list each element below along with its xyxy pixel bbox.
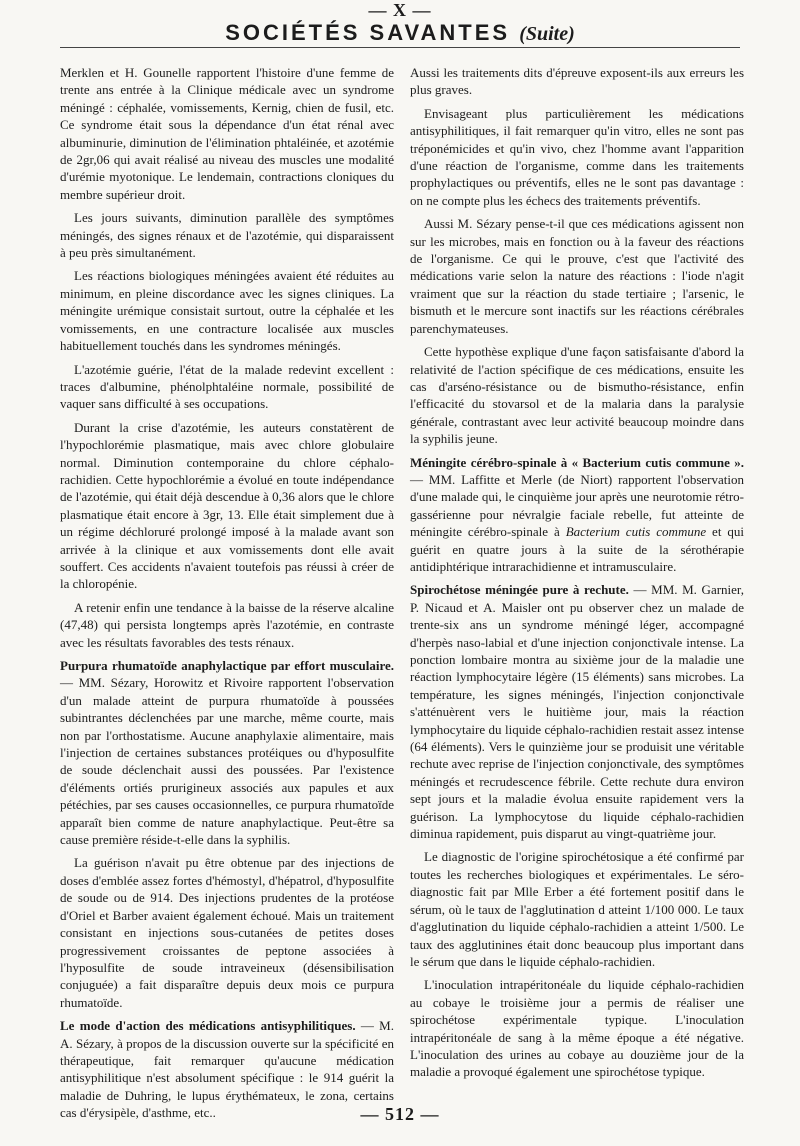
section-title-text: SOCIÉTÉS SAVANTES (225, 20, 511, 45)
article-heading: Spirochétose méningée pure à rechute. (410, 582, 629, 598)
paragraph: Aussi M. Sézary pense-t-il que ces médications agissent non sur les microbes, mais en fonction ou à la faveur des réactions de l'organisme. Ce qui le prouve, c'est que l'activité des médications varie selon la nature des réactions : l'iode n'agit vraiment que sur la réaction du stade tertiaire ; l'arsenic, le bismuth et le mercure sont inactifs sur les réactions cérébrales parenchymateuses. (410, 216, 744, 336)
article-paragraph (410, 581, 744, 842)
article-heading: Le mode d'action des médications antisyphilitiques. (60, 1018, 356, 1034)
paragraph: Le diagnostic de l'origine spirochétosique a été confirmé par toutes les recherches biologiques et expérimentales. Le séro-diagnostic fait par Mlle Erber a été fortement positif dans le sérum, où le taux de l'agglutination d atteint 1/100 000. Le taux d'agglutination du liquide céphalo-rachidien a atteint 1/500. Le taux des agglutinines était donc beaucoup plus important dans le sérum que dans le liquide céphalo-rachidien. (410, 849, 744, 969)
paragraph: La guérison n'avait pu être obtenue par des injections de doses d'emblée assez fortes d'hémostyl, d'hépatrol, d'hyposulfite de soude ou de 914. Des injections prudentes de la protéose d'Oriel et Barber avaient également échoué. Mais un traitement consistant en injections sous-cutanées de petites doses progressivement croissantes de peptone associées à l'hyposulfite de soude intraveineux (désensibilisation conjuguée) a fait disparaître depuis deux mois ce purpura rhumatoïde. (60, 855, 394, 1010)
article-paragraph (410, 454, 744, 576)
section-title-suffix: (Suite) (519, 23, 575, 45)
header-rule (60, 47, 740, 48)
paragraph: Aussi les traitements dits d'épreuve exposent-ils aux erreurs les plus graves. (410, 65, 744, 98)
paragraph: A retenir enfin une tendance à la baisse de la réserve alcaline (47,48) qui persista longtemps après l'azotémie, en contraste avec les résultats favorables des tests rénaux. (60, 599, 394, 650)
article-heading: Méningite cérébro-spinale à « Bacterium cutis commune ». (410, 454, 744, 470)
article-heading: Purpura rhumatoïde anaphylactique par effort musculaire. (60, 658, 394, 673)
article-paragraph (60, 657, 394, 848)
paragraph: Merklen et H. Gounelle rapportent l'histoire d'une femme de trente ans entrée à la Clinique médicale avec un syndrome méningé : céphalée, vomissements, Kernig, chien de fusil, etc. Ce syndrome était sous la dépendance d'un état rénal avec albuminurie, diminution de l'élimination phtaléinée, et azotémie de 2gr,06 qui avait réalisé au niveau des muscles une modalité d'urémie myotonique. Le lendemain, contractions cloniques du membre supérieur droit. (60, 65, 394, 202)
bacterium-name: Bacterium cutis commune (565, 524, 707, 540)
paragraph: Envisageant plus particulièrement les médications antisyphilitiques, il fait remarquer qu'in vitro, elles ne sont pas tréponémicides et qu'in vivo, chez l'homme avant l'apparition d'une réaction de l'organisme, comme dans les traitements prophylactiques ou préventifs, elles ne le sont pas davantage : on ne compte plus les échecs des traitements préventifs. (410, 105, 744, 208)
page-number: — 512 — (360, 1104, 440, 1124)
article-text: — M. A. Sézary, à propos de la discussion ouverte sur la spécificité en thérapeutique, fait remarquer qu'aucune médication antisyphilitique n'est absolument spécifique : le 914 guérit la maladie de Duhring, le lupus érythémateux, le zona, certains cas d'érysipèle, d'asthme, etc.. (60, 1018, 394, 1121)
paragraph: Cette hypothèse explique d'une façon satisfaisante d'abord la relativité de l'action spécifique de ces médications, ensuite les cas d'arséno-résistance ou de bismutho-résistance, enfin l'efficacité du stovarsol et de la malaria dans la paralysie générale, contrastant avec leur activité beaucoup moindre dans la syphilis jeune. (410, 344, 744, 447)
paragraph: L'azotémie guérie, l'état de la malade redevint excellent : traces d'albumine, phénolphtaléine normale, possibilité de vaquer sans difficulté à ses occupations. (60, 361, 394, 412)
article-text: et qui guérit en quatre jours à la suite de la sérothérapie antidiphtérique intrarachidienne et intramusculaire. (410, 524, 744, 574)
paragraph: Durant la crise d'azotémie, les auteurs constatèrent de l'hypochlorémie plasmatique, mais avec chlore globulaire normal. Diminution contemporaine du chlore céphalo-rachidien. Cette hypochlorémie a évolué en toute indépendance de l'azotémie, qui était déjà descendue à 0,36 alors que le chlore plasmatique était encore à 3gr, 13. Elle était simplement due à un régime déchloruré prolongé imposé à la malade avant son arrivée à la clinique et aux vomissements dont elle avait souffert. Ces accidents n'avaient toutefois pas réussi à créer de la chloropénie. (60, 419, 394, 592)
paragraph: L'inoculation intrapéritonéale du liquide céphalo-rachidien au cobaye le troisième jour a permis de réaliser une spirochétose expérimentale typique. L'inoculation intrapéritonéale de sang à la même époque a été négative. L'inoculation des urines au cobaye au douzième jour de la maladie a provoqué également une spirochétose typique. (410, 977, 744, 1080)
article-text: — MM. Sézary, Horowitz et Rivoire rapportent l'observation d'un malade atteint de purpura rhumatoïde à poussées subintrantes déclenchées par une marche, même courte, mais non par l'orthostatisme. Aucune anaphylaxie alimentaire, mais l'injection de certaines substances protéiques ou d'hyposulfite de soude déclenchait aussi des poussées. Par l'existence d'éléments ortiés prurigineux associés aux papules et aux pétéchies, par ses causes occasionnelles, ce purpura rhumatoïde apparaît bien comme de nature anaphylactique. Peut-être sa cause première réside-t-elle dans la syphilis. (60, 675, 394, 848)
section-title (0, 20, 800, 46)
paragraph: Les jours suivants, diminution parallèle des symptômes méningés, des signes rénaux et de l'azotémie, qui disparaissent à peu près simultanément. (60, 210, 394, 261)
paragraph: Les réactions biologiques méningées avaient été réduites au minimum, en pleine discordance avec les signes cliniques. La méningite urémique consistait surtout, outre la céphalée et les vomissements, en une contracture localisée aux muscles habituellement touchés dans les syndromes méningés. (60, 268, 394, 354)
roman-page-numeral: — X — (368, 0, 432, 20)
article-text: — MM. M. Garnier, P. Nicaud et A. Maisler ont pu observer chez un malade de trente-six ans un syndrome méningé léger, accompagné d'herpès naso-labial et d'une injection conjonctivale intense. La ponction lombaire montra au sixième jour de la maladie une réaction lymphocytaire légère (15 éléments) sans microbes. La température, les signes méningés, l'injection conjonctivale s'atténuèrent vers le huitième jour, mais la réaction lymphocytaire du liquide céphalo-rachidien restait assez intense (64 éléments). Vers le quinzième jour se produisit une véritable rechute avec reprise de l'injection conjonctivale, des symptômes méningés et recrudescence fébrile. Cette rechute dura environ sept jours et la maladie évolua ensuite rapidement vers la guérison. La lymphocytose du liquide céphalo-rachidien diminua rapidement, puis disparut au vingt-quatrième jour. (410, 582, 744, 842)
right-column (410, 64, 744, 1087)
article-text: — MM. Laffitte et Merle (de Niort) rapportent l'observation d'une malade qui, le cinquième jour après une neurotomie rétro-gassérienne pour névralgie faciale rebelle, fut atteinte de méningite cérébro-spinale à (410, 471, 744, 540)
left-column (60, 64, 394, 1128)
